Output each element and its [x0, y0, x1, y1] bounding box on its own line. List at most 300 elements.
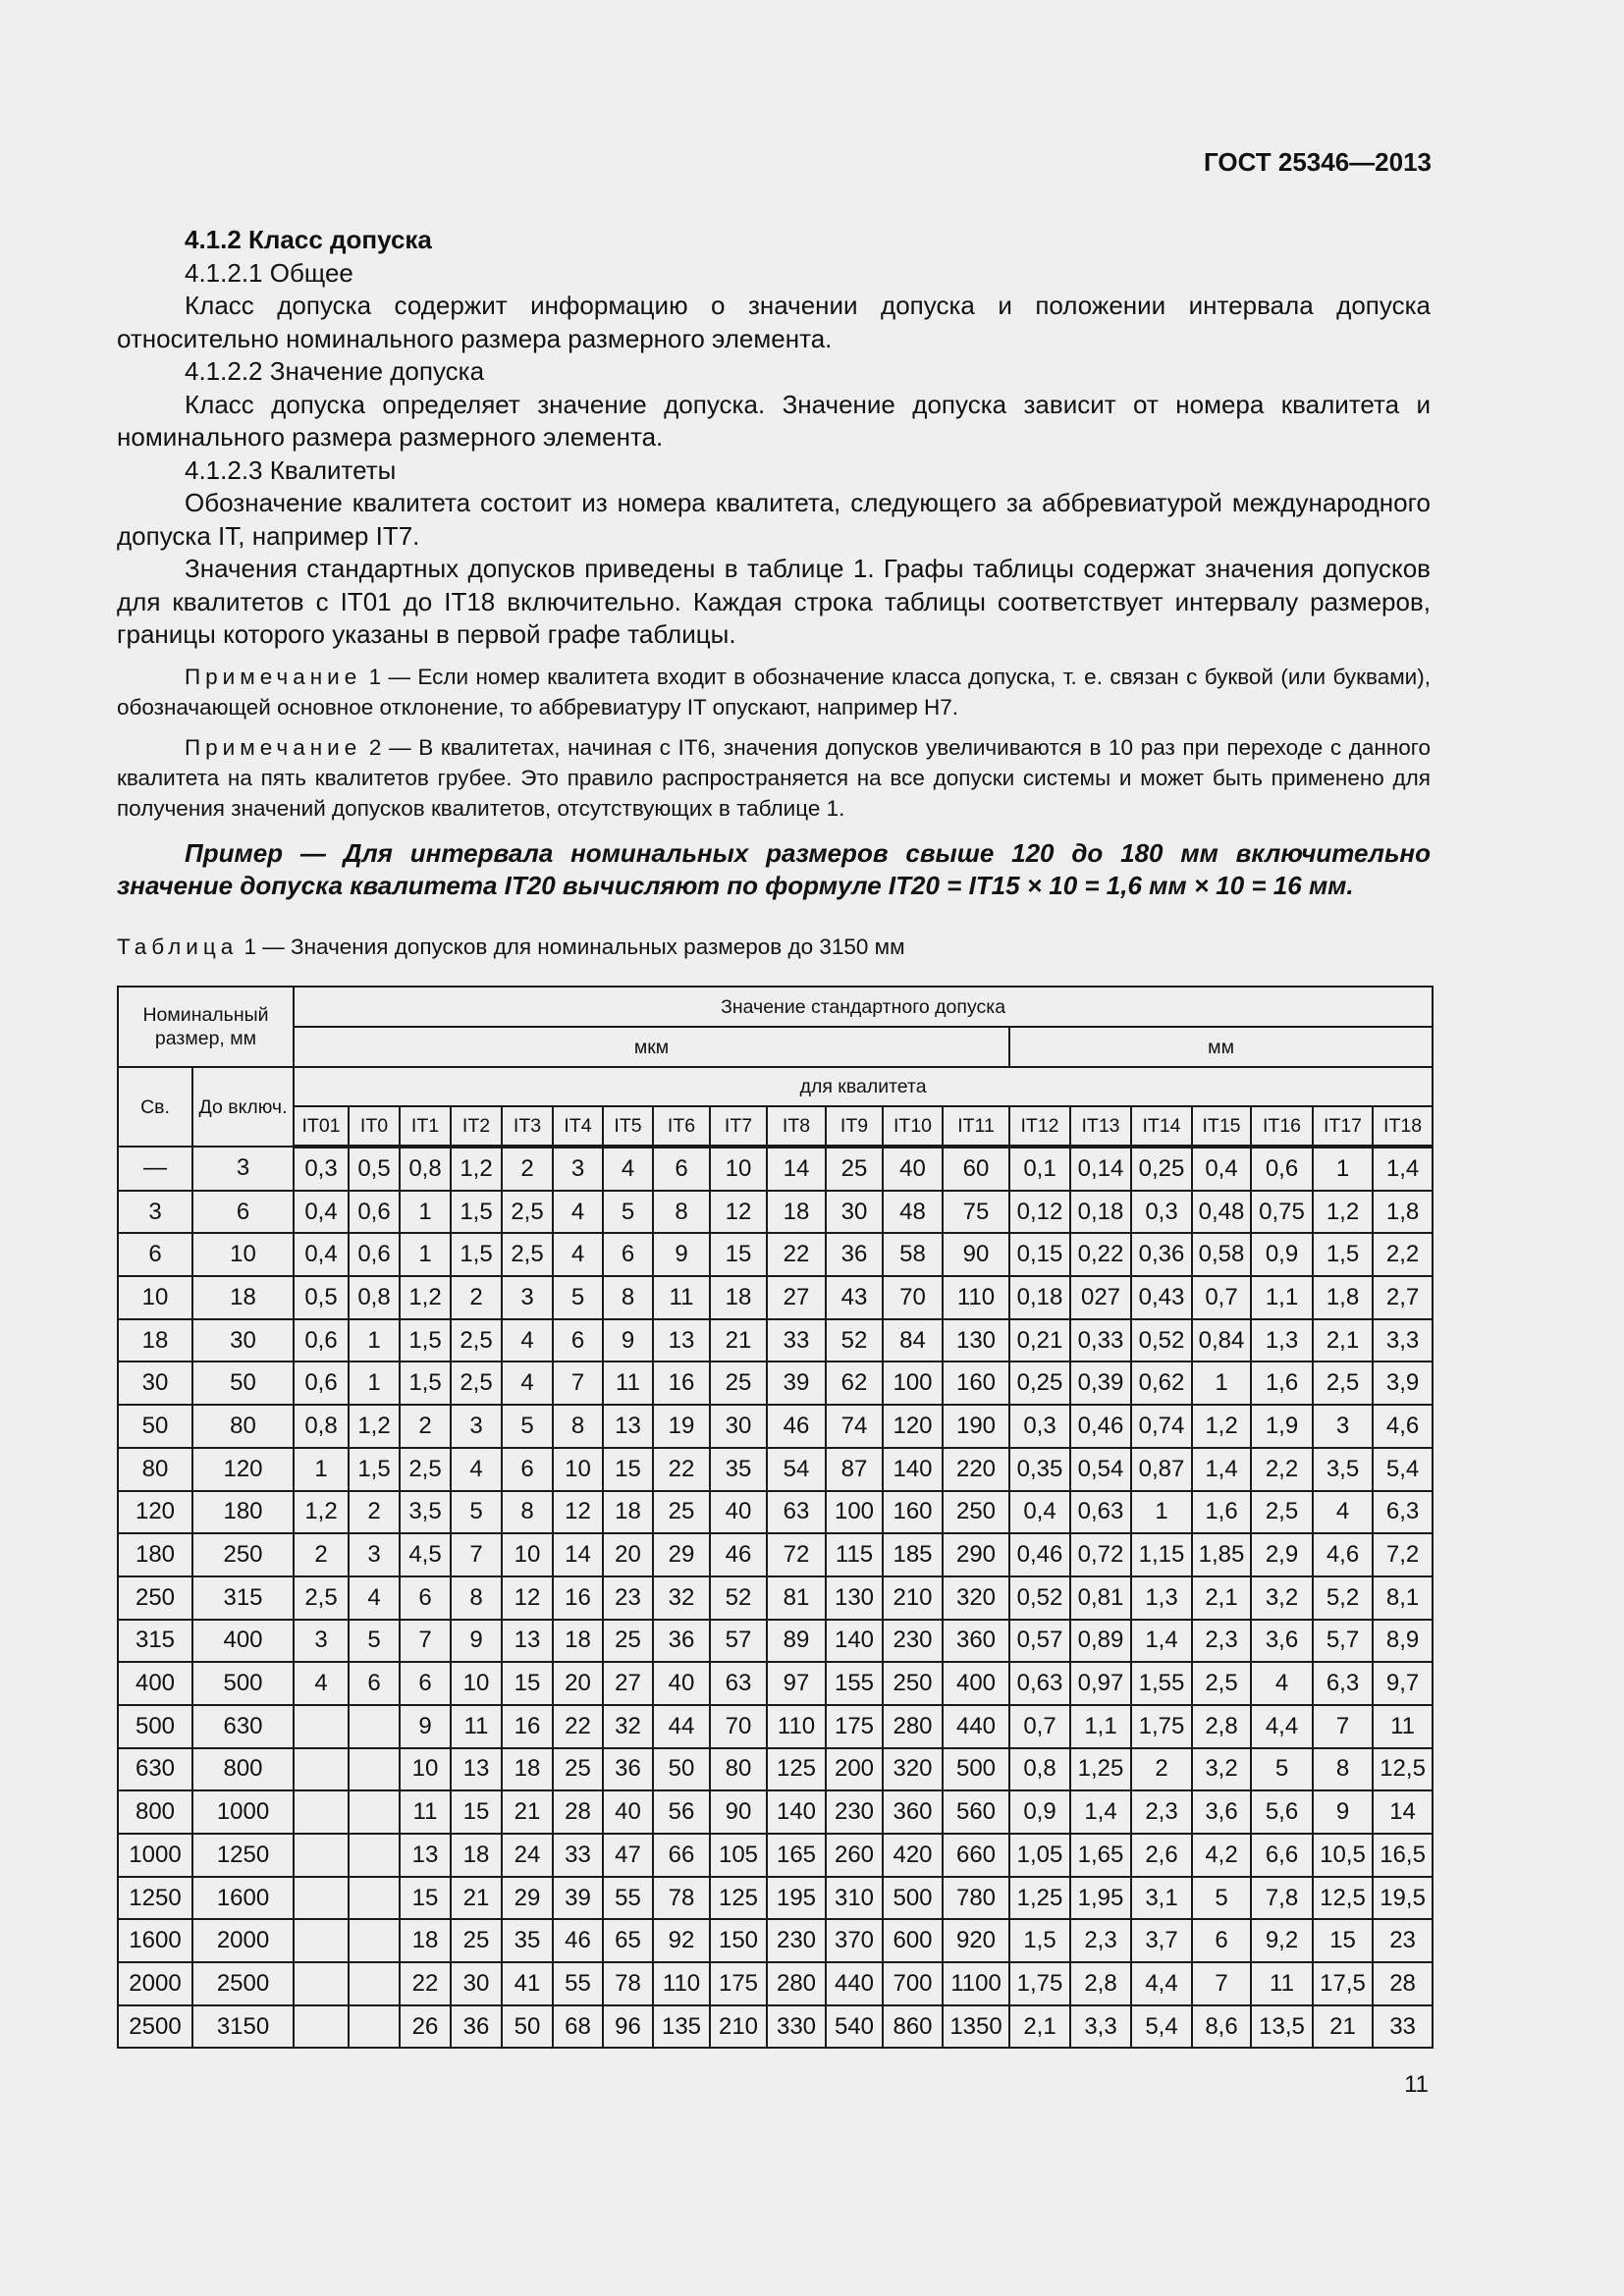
tolerance-cell: 2,1	[1192, 1576, 1251, 1620]
tolerance-cell: 125	[767, 1748, 826, 1791]
tolerance-cell: 1,25	[1070, 1748, 1131, 1791]
tolerance-cell: 15	[1313, 1919, 1373, 1962]
note-number: 2	[368, 734, 382, 760]
tolerance-cell: 35	[502, 1919, 553, 1962]
tolerance-cell	[349, 2005, 400, 2049]
tolerance-cell: 12	[710, 1191, 767, 1234]
tolerance-cell: 1,75	[1131, 1705, 1192, 1748]
tolerance-cell: 0,3	[1009, 1405, 1070, 1448]
tolerance-cell: 0,54	[1070, 1448, 1131, 1491]
tolerance-cell: 1,4	[1131, 1620, 1192, 1663]
tolerance-cell: 4	[294, 1662, 349, 1705]
tolerance-cell: 8	[451, 1576, 502, 1620]
tolerance-cell: 5	[349, 1620, 400, 1663]
table-caption	[117, 934, 905, 960]
tolerance-cell: 860	[883, 2005, 943, 2049]
tolerance-cell: 1,6	[1192, 1491, 1251, 1534]
tolerance-cell: 6	[603, 1233, 653, 1276]
tolerance-cell: 13	[653, 1319, 710, 1362]
tolerance-cell: 330	[767, 2005, 826, 2049]
grade-header-cell: IT12	[1009, 1106, 1070, 1147]
tolerance-cell: 2,7	[1373, 1276, 1433, 1319]
tolerance-cell: 18	[710, 1276, 767, 1319]
tolerance-cell: 0,43	[1131, 1276, 1192, 1319]
size-to-cell: 30	[192, 1319, 294, 1362]
tolerance-cell: 30	[826, 1191, 883, 1234]
tolerance-cell	[349, 1877, 400, 1920]
tolerance-cell: 3,5	[400, 1491, 451, 1534]
tolerance-cell: 5,7	[1313, 1620, 1373, 1663]
tolerance-cell: 80	[710, 1748, 767, 1791]
tolerance-cell: 110	[653, 1962, 710, 2005]
tolerance-cell: 6	[400, 1576, 451, 1620]
tolerance-cell: 2,5	[1192, 1662, 1251, 1705]
subsection-title-grades: 4.1.2.3 Квалитеты	[185, 454, 397, 485]
tolerance-cell: 1,2	[1313, 1191, 1373, 1234]
tolerance-cell: 1350	[943, 2005, 1009, 2049]
tolerance-cell: 4	[553, 1233, 603, 1276]
tolerance-cell: 210	[710, 2005, 767, 2049]
tolerance-cell: 0,15	[1009, 1233, 1070, 1276]
tolerance-cell: 1100	[943, 1962, 1009, 2005]
tolerance-cell: 140	[883, 1448, 943, 1491]
grade-header-cell: IT13	[1070, 1106, 1131, 1147]
tolerance-cell: 13	[502, 1620, 553, 1663]
tolerance-cell: 7	[1313, 1705, 1373, 1748]
tolerance-cell: 15	[400, 1877, 451, 1920]
tolerance-cell: 43	[826, 1276, 883, 1319]
tolerance-cell: 2,3	[1131, 1790, 1192, 1834]
tolerance-cell: 25	[653, 1491, 710, 1534]
size-to-cell: 1250	[192, 1834, 294, 1877]
tolerance-cell: 1,2	[400, 1276, 451, 1319]
tolerance-cell: 2,5	[1313, 1362, 1373, 1405]
tolerance-cell: 0,72	[1070, 1533, 1131, 1576]
tolerance-cell: 22	[767, 1233, 826, 1276]
tolerance-cell: 11	[1373, 1705, 1433, 1748]
tolerance-cell: 1	[400, 1233, 451, 1276]
tolerance-cell: 0,8	[1009, 1748, 1070, 1791]
tolerance-cell: 16,5	[1373, 1834, 1433, 1877]
tolerance-cell: 2,5	[1251, 1491, 1313, 1534]
tolerance-cell: 11	[653, 1276, 710, 1319]
tolerance-table	[117, 986, 1434, 2049]
tolerance-cell: 2	[502, 1147, 553, 1191]
tolerance-cell: 27	[767, 1276, 826, 1319]
tolerance-cell: 13,5	[1251, 2005, 1313, 2049]
tolerance-cell: 290	[943, 1533, 1009, 1576]
size-from-cell: 120	[118, 1491, 192, 1534]
table-caption-number: 1	[244, 934, 257, 959]
tolerance-cell: 1,1	[1251, 1276, 1313, 1319]
tolerance-cell: 18	[400, 1919, 451, 1962]
table-row	[118, 1362, 1433, 1405]
tolerance-cell: 36	[451, 2005, 502, 2049]
size-to-cell: 50	[192, 1362, 294, 1405]
tolerance-cell: 1,25	[1009, 1877, 1070, 1920]
tolerance-cell: 4,4	[1131, 1962, 1192, 2005]
tolerance-cell: 1,75	[1009, 1962, 1070, 2005]
tolerance-cell: 39	[767, 1362, 826, 1405]
tolerance-cell: 8,6	[1192, 2005, 1251, 2049]
tolerance-cell: 2,5	[502, 1191, 553, 1234]
tolerance-cell: 48	[883, 1191, 943, 1234]
tolerance-cell: 20	[603, 1533, 653, 1576]
tolerance-cell: 8,9	[1373, 1620, 1433, 1663]
tolerance-cell: 1,5	[400, 1362, 451, 1405]
tolerance-cell: 0,57	[1009, 1620, 1070, 1663]
tolerance-cell: 4	[451, 1448, 502, 1491]
tolerance-cell: 3,3	[1070, 2005, 1131, 2049]
tolerance-cell	[294, 1748, 349, 1791]
tolerance-cell: 14	[767, 1147, 826, 1191]
tolerance-cell: 2,3	[1192, 1620, 1251, 1663]
size-from-cell: 180	[118, 1533, 192, 1576]
size-from-cell: 1600	[118, 1919, 192, 1962]
tolerance-cell: 5	[1192, 1877, 1251, 1920]
tolerance-cell: 220	[943, 1448, 1009, 1491]
tolerance-cell: 100	[826, 1491, 883, 1534]
table-row	[118, 1919, 1433, 1962]
tolerance-cell: 500	[883, 1877, 943, 1920]
tolerance-cell: 250	[883, 1662, 943, 1705]
size-to-cell: 120	[192, 1448, 294, 1491]
tolerance-cell: 5,4	[1131, 2005, 1192, 2049]
tolerance-cell: 1,5	[1313, 1233, 1373, 1276]
header-from: Св.	[118, 1067, 192, 1147]
tolerance-cell: 0,52	[1131, 1319, 1192, 1362]
tolerance-cell	[349, 1748, 400, 1791]
grade-header-row	[118, 1106, 1433, 1147]
tolerance-cell: 780	[943, 1877, 1009, 1920]
tolerance-cell	[294, 1834, 349, 1877]
tolerance-cell: 35	[710, 1448, 767, 1491]
tolerance-cell: 12,5	[1373, 1748, 1433, 1791]
tolerance-cell: 66	[653, 1834, 710, 1877]
note-number: 1	[368, 664, 382, 689]
tolerance-cell: 8	[553, 1405, 603, 1448]
tolerance-cell: 195	[767, 1877, 826, 1920]
tolerance-cell: 10	[710, 1147, 767, 1191]
tolerance-cell: 12,5	[1313, 1877, 1373, 1920]
size-to-cell: 400	[192, 1620, 294, 1663]
tolerance-cell: 6	[502, 1448, 553, 1491]
tolerance-cell: 36	[653, 1620, 710, 1663]
tolerance-cell: 16	[502, 1705, 553, 1748]
tolerance-cell: 1,15	[1131, 1533, 1192, 1576]
tolerance-cell: 185	[883, 1533, 943, 1576]
size-to-cell: 1000	[192, 1790, 294, 1834]
tolerance-cell: 87	[826, 1448, 883, 1491]
tolerance-cell: 0,3	[1131, 1191, 1192, 1234]
size-from-cell: 10	[118, 1276, 192, 1319]
note-1	[117, 662, 1431, 722]
tolerance-cell: 16	[653, 1362, 710, 1405]
tolerance-cell: 5,2	[1313, 1576, 1373, 1620]
tolerance-cell: 5	[1251, 1748, 1313, 1791]
tolerance-cell: 0,97	[1070, 1662, 1131, 1705]
tolerance-cell: 155	[826, 1662, 883, 1705]
tolerance-cell: 280	[767, 1962, 826, 2005]
tolerance-cell: 2,5	[451, 1319, 502, 1362]
tolerance-cell: 6	[1192, 1919, 1251, 1962]
table-row	[118, 1147, 1433, 1191]
tolerance-cell: 160	[943, 1362, 1009, 1405]
tolerance-cell: 140	[767, 1790, 826, 1834]
table-row	[118, 1448, 1433, 1491]
table-row	[118, 1705, 1433, 1748]
size-from-cell: 2500	[118, 2005, 192, 2049]
tolerance-cell: 360	[883, 1790, 943, 1834]
tolerance-cell: 15	[603, 1448, 653, 1491]
tolerance-cell: 3,9	[1373, 1362, 1433, 1405]
tolerance-cell: 700	[883, 1962, 943, 2005]
tolerance-cell: 11	[1251, 1962, 1313, 2005]
tolerance-cell: 58	[883, 1233, 943, 1276]
tolerance-cell	[294, 2005, 349, 2049]
tolerance-cell: 660	[943, 1834, 1009, 1877]
tolerance-cell: 18	[553, 1620, 603, 1663]
tolerance-cell: 0,21	[1009, 1319, 1070, 1362]
table-row	[118, 1533, 1433, 1576]
grade-header-cell: IT18	[1373, 1106, 1433, 1147]
tolerance-cell: 15	[502, 1662, 553, 1705]
table-caption-text: — Значения допусков для номинальных размеров до 3150 мм	[262, 934, 905, 959]
header-for-grade: для квалитета	[294, 1067, 1433, 1106]
tolerance-cell: 260	[826, 1834, 883, 1877]
tolerance-cell: 4	[603, 1147, 653, 1191]
tolerance-cell: 12	[502, 1576, 553, 1620]
tolerance-cell: 15	[451, 1790, 502, 1834]
tolerance-cell: 6,6	[1251, 1834, 1313, 1877]
tolerance-cell: 280	[883, 1705, 943, 1748]
tolerance-cell: 1,3	[1251, 1319, 1313, 1362]
tolerance-cell: 55	[553, 1962, 603, 2005]
note-label: Примечание	[185, 734, 362, 760]
size-from-cell: 800	[118, 1790, 192, 1834]
tolerance-cell: 560	[943, 1790, 1009, 1834]
tolerance-cell: 39	[553, 1877, 603, 1920]
tolerance-cell: 0,4	[294, 1233, 349, 1276]
size-to-cell: 80	[192, 1405, 294, 1448]
tolerance-cell: 84	[883, 1319, 943, 1362]
tolerance-cell: 14	[553, 1533, 603, 1576]
tolerance-cell: 3	[349, 1533, 400, 1576]
tolerance-cell: 1,05	[1009, 1834, 1070, 1877]
tolerance-cell: 250	[943, 1491, 1009, 1534]
tolerance-cell: 0,18	[1009, 1276, 1070, 1319]
tolerance-cell: 1,85	[1192, 1533, 1251, 1576]
table-row	[118, 1276, 1433, 1319]
tolerance-cell: 32	[603, 1705, 653, 1748]
tolerance-cell: 2,8	[1192, 1705, 1251, 1748]
tolerance-cell: 0,6	[1251, 1147, 1313, 1191]
table-row	[118, 1962, 1433, 2005]
tolerance-cell: 100	[883, 1362, 943, 1405]
tolerance-cell: 4	[502, 1319, 553, 1362]
tolerance-cell: 46	[553, 1919, 603, 1962]
table-row	[118, 1233, 1433, 1276]
tolerance-cell: 1,8	[1313, 1276, 1373, 1319]
tolerance-cell: 44	[653, 1705, 710, 1748]
tolerance-cell: 0,4	[1009, 1491, 1070, 1534]
size-to-cell: 315	[192, 1576, 294, 1620]
tolerance-cell: 110	[767, 1705, 826, 1748]
tolerance-cell: 1,2	[294, 1491, 349, 1534]
size-from-cell: 400	[118, 1662, 192, 1705]
tolerance-cell: 8	[1313, 1748, 1373, 1791]
tolerance-cell: 8	[502, 1491, 553, 1534]
tolerance-cell: 0,84	[1192, 1319, 1251, 1362]
tolerance-cell: 2,2	[1251, 1448, 1313, 1491]
tolerance-cell: 6	[349, 1662, 400, 1705]
size-from-cell: 1250	[118, 1877, 192, 1920]
tolerance-cell: 165	[767, 1834, 826, 1877]
tolerance-cell: 11	[451, 1705, 502, 1748]
tolerance-cell: 440	[943, 1705, 1009, 1748]
size-to-cell: 630	[192, 1705, 294, 1748]
tolerance-cell: 0,8	[349, 1276, 400, 1319]
tolerance-cell: 5	[603, 1191, 653, 1234]
section-title: 4.1.2 Класс допуска	[185, 225, 432, 254]
tolerance-cell: 320	[883, 1748, 943, 1791]
size-from-cell: 18	[118, 1319, 192, 1362]
tolerance-cell: 130	[943, 1319, 1009, 1362]
tolerance-cell: 21	[1313, 2005, 1373, 2049]
tolerance-cell: 1	[1131, 1491, 1192, 1534]
tolerance-cell: 10	[400, 1748, 451, 1791]
tolerance-cell: 46	[767, 1405, 826, 1448]
tolerance-cell: 1,4	[1373, 1147, 1433, 1191]
tolerance-cell: 0,9	[1009, 1790, 1070, 1834]
tolerance-cell: 9	[400, 1705, 451, 1748]
tolerance-cell: 22	[400, 1962, 451, 2005]
tolerance-cell: 13	[400, 1834, 451, 1877]
tolerance-cell: 78	[603, 1962, 653, 2005]
tolerance-cell: 3	[553, 1147, 603, 1191]
tolerance-cell: 0,87	[1131, 1448, 1192, 1491]
tolerance-cell: 6,3	[1313, 1662, 1373, 1705]
tolerance-cell: 4	[502, 1362, 553, 1405]
tolerance-cell: 2,5	[400, 1448, 451, 1491]
tolerance-cell: 9	[1313, 1790, 1373, 1834]
tolerance-cell: 4,2	[1192, 1834, 1251, 1877]
tolerance-cell: 420	[883, 1834, 943, 1877]
table-row	[118, 2005, 1433, 2049]
tolerance-cell: 105	[710, 1834, 767, 1877]
tolerance-cell: 320	[943, 1576, 1009, 1620]
tolerance-cell: 1,95	[1070, 1877, 1131, 1920]
size-from-cell: —	[118, 1147, 192, 1191]
tolerance-cell: 2	[294, 1533, 349, 1576]
tolerance-cell: 0,36	[1131, 1233, 1192, 1276]
tolerance-cell: 7	[1192, 1962, 1251, 2005]
tolerance-cell: 20	[553, 1662, 603, 1705]
grade-header-cell: IT01	[294, 1106, 349, 1147]
paragraph-general: Класс допуска содержит информацию о значении допуска и положении интервала допуска относительно номинального размера размерного элемента.	[117, 291, 1431, 353]
tolerance-cell: 0,46	[1070, 1405, 1131, 1448]
note-2	[117, 732, 1431, 824]
size-to-cell: 3150	[192, 2005, 294, 2049]
tolerance-cell: 0,58	[1192, 1233, 1251, 1276]
tolerance-cell: 130	[826, 1576, 883, 1620]
grade-header-cell: IT4	[553, 1106, 603, 1147]
tolerance-cell: 4,5	[400, 1533, 451, 1576]
grade-header-cell: IT0	[349, 1106, 400, 1147]
table-row	[118, 1790, 1433, 1834]
header-nominal-size: Номинальный размер, мм	[118, 987, 294, 1067]
header-unit-mm: мм	[1009, 1027, 1433, 1067]
tolerance-cell: 22	[653, 1448, 710, 1491]
tolerance-cell: 1	[400, 1191, 451, 1234]
tolerance-cell: 0,25	[1009, 1362, 1070, 1405]
tolerance-cell: 23	[603, 1576, 653, 1620]
tolerance-cell: 15	[710, 1233, 767, 1276]
tolerance-cell: 5	[451, 1491, 502, 1534]
note-label: Примечание	[185, 664, 362, 689]
tolerance-cell: 2,5	[502, 1233, 553, 1276]
tolerance-cell: 18	[451, 1834, 502, 1877]
tolerance-cell: 40	[710, 1491, 767, 1534]
tolerance-cell: 7	[553, 1362, 603, 1405]
tolerance-cell: 2	[349, 1491, 400, 1534]
tolerance-cell: 72	[767, 1533, 826, 1576]
tolerance-cell: 63	[767, 1491, 826, 1534]
table-row	[118, 1877, 1433, 1920]
page-number: 11	[1404, 2071, 1429, 2098]
tolerance-cell: 1,4	[1192, 1448, 1251, 1491]
tolerance-cell: 310	[826, 1877, 883, 1920]
tolerance-cell: 0,18	[1070, 1191, 1131, 1234]
tolerance-cell: 33	[1373, 2005, 1433, 2049]
tolerance-cell	[294, 1962, 349, 2005]
size-to-cell: 6	[192, 1191, 294, 1234]
tolerance-cell: 120	[883, 1405, 943, 1448]
tolerance-cell: 2	[1131, 1748, 1192, 1791]
grade-header-cell: IT9	[826, 1106, 883, 1147]
tolerance-cell: 10	[451, 1662, 502, 1705]
tolerance-cell: 1	[349, 1362, 400, 1405]
tolerance-cell: 52	[710, 1576, 767, 1620]
tolerance-cell: 0,63	[1070, 1491, 1131, 1534]
grade-header-cell: IT14	[1131, 1106, 1192, 1147]
tolerance-cell: 23	[1373, 1919, 1433, 1962]
tolerance-cell: 4,6	[1373, 1405, 1433, 1448]
tolerance-cell: 230	[767, 1919, 826, 1962]
table-row	[118, 1319, 1433, 1362]
paragraph-grades-1: Обозначение квалитета состоит из номера квалитета, следующего за аббревиатурой международного допуска IT, например IT7.	[117, 488, 1431, 551]
tolerance-cell: 3,1	[1131, 1877, 1192, 1920]
paragraph-value: Класс допуска определяет значение допуска. Значение допуска зависит от номера квалитета и номинального размера размерного элемента.	[117, 389, 1431, 452]
tolerance-cell	[294, 1705, 349, 1748]
size-from-cell: 2000	[118, 1962, 192, 2005]
tolerance-cell: 1,3	[1131, 1576, 1192, 1620]
tolerance-cell: 6	[653, 1147, 710, 1191]
tolerance-cell: 25	[451, 1919, 502, 1962]
grade-header-cell: IT2	[451, 1106, 502, 1147]
tolerance-cell: 90	[710, 1790, 767, 1834]
tolerance-cell: 33	[553, 1834, 603, 1877]
size-from-cell: 50	[118, 1405, 192, 1448]
tolerance-cell: 4	[349, 1576, 400, 1620]
tolerance-cell: 210	[883, 1576, 943, 1620]
table-row	[118, 1620, 1433, 1663]
tolerance-cell: 40	[653, 1662, 710, 1705]
size-to-cell: 800	[192, 1748, 294, 1791]
grade-header-cell: IT5	[603, 1106, 653, 1147]
tolerance-cell: 4	[1313, 1491, 1373, 1534]
tolerance-cell: 41	[502, 1962, 553, 2005]
